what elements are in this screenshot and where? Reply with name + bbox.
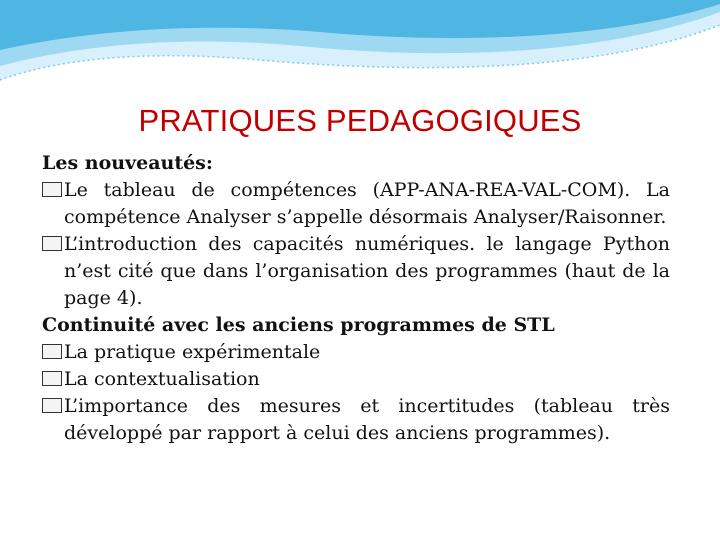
bullet-text: L’importance des mesures et incertitudes (tableau très développé par rapport à celui des anciens programmes). [64, 395, 670, 444]
section-heading-continuity: Continuité avec les anciens programmes de STL [42, 314, 555, 336]
section-heading-new-features: Les nouveautés: [42, 152, 213, 174]
missing-glyph-bullet-icon [42, 182, 62, 197]
missing-glyph-bullet-icon [42, 398, 62, 413]
bullet-text: L’introduction des capacités numériques. le langage Python n’est cité que dans l’organisation des programmes (haut de la page 4). [64, 233, 670, 309]
bullet-text: La contextualisation [64, 368, 260, 390]
decorative-wave-banner [0, 0, 720, 90]
slide-title: PRATIQUES PEDAGOGIQUES [138, 103, 582, 138]
bullet-item [42, 366, 670, 393]
bullet-text: Le tableau de compétences (APP-ANA-REA-VAL-COM). La compétence Analyser s’appelle désormais Analyser/Raisonner. [64, 179, 670, 228]
bullet-text: La pratique expérimentale [64, 341, 321, 363]
bullet-item [42, 393, 670, 447]
bullet-item [42, 177, 670, 231]
missing-glyph-bullet-icon [42, 236, 62, 251]
missing-glyph-bullet-icon [42, 371, 62, 386]
slide-body [42, 150, 670, 447]
missing-glyph-bullet-icon [42, 344, 62, 359]
bullet-item [42, 339, 670, 366]
bullet-item [42, 231, 670, 312]
